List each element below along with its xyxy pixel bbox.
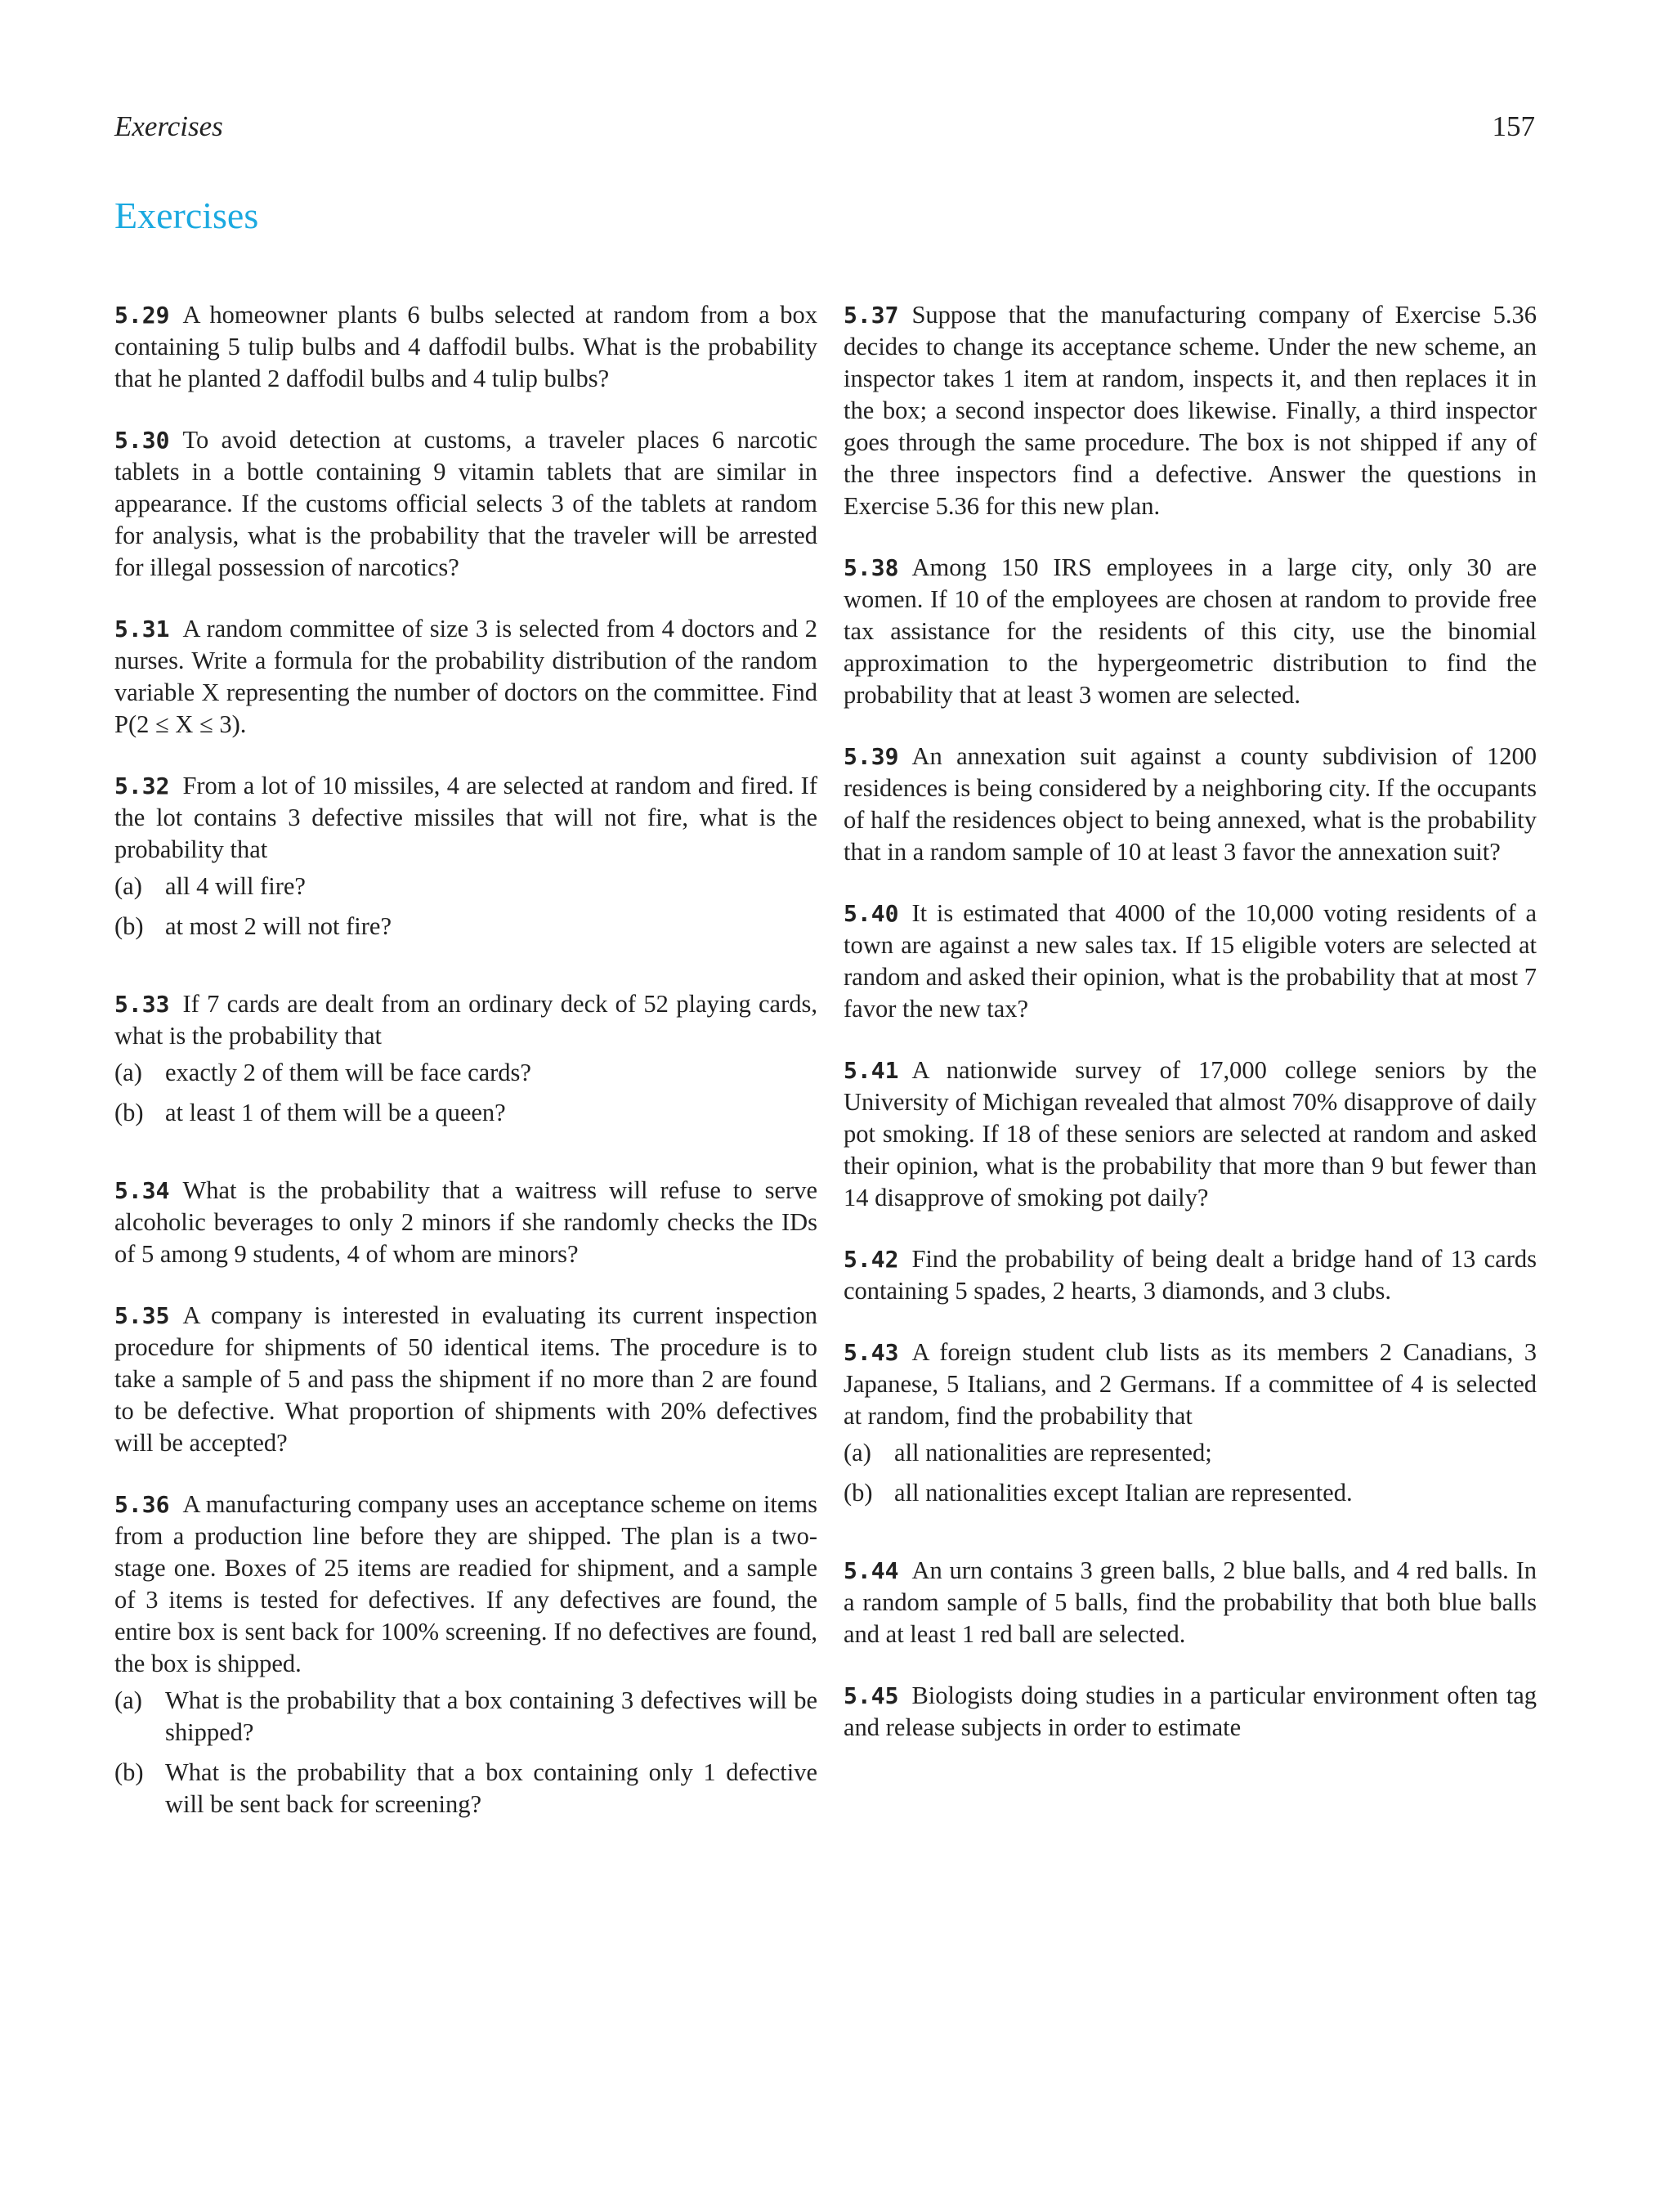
- exercise-body: [114, 770, 817, 866]
- exercise-part: [114, 1685, 817, 1749]
- exercise-5-34: [114, 1175, 817, 1270]
- exercise-number: 5.45: [844, 1682, 899, 1709]
- part-label: (a): [844, 1439, 871, 1466]
- exercise-number: 5.34: [114, 1177, 170, 1204]
- exercise-text: A random committee of size 3 is selected from 4 doctors and 2 nurses. Write a formula for the probability distribution of the random variable X representing the number of doctors on the committee. Find P(2 ≤ X ≤ 3).: [114, 615, 817, 738]
- exercise-body: [114, 613, 817, 741]
- part-label: (b): [114, 1758, 144, 1786]
- part-label: (b): [844, 1479, 873, 1507]
- exercise-text: A foreign student club lists as its members 2 Canadians, 3 Japanese, 5 Italians, and 2 Germans. If a committee of 4 is selected at random, find the probability that: [844, 1338, 1537, 1430]
- exercise-number: 5.30: [114, 427, 170, 454]
- exercise-body: [114, 424, 817, 584]
- exercise-number: 5.31: [114, 616, 170, 643]
- exercise-part: [114, 911, 817, 943]
- exercise-number: 5.29: [114, 302, 170, 329]
- exercise-5-44: [844, 1555, 1537, 1650]
- part-text: all 4 will fire?: [165, 872, 306, 900]
- exercise-text: Among 150 IRS employees in a large city, only 30 are women. If 10 of the employees are chosen at random to provide free tax assistance for the residents of this city, use the binomial approximation to the hypergeometric distribution to find the probability that at least 3 women are selected.: [844, 553, 1537, 709]
- exercise-5-43: [844, 1337, 1537, 1509]
- exercise-number: 5.33: [114, 991, 170, 1018]
- exercise-part: [844, 1437, 1537, 1469]
- exercise-number: 5.32: [114, 772, 170, 799]
- exercise-text: Suppose that the manufacturing company of Exercise 5.36 decides to change its acceptance scheme. Under the new scheme, an inspector takes 1 item at random, inspects it, and then replaces it in the box; a second inspector does likewise. Finally, a third inspector goes through the same procedure. The box is not shipped if any of the three inspectors find a defective. Answer the questions in Exercise 5.36 for this new plan.: [844, 301, 1537, 520]
- exercise-number: 5.40: [844, 900, 899, 927]
- part-label: (b): [114, 1099, 144, 1126]
- exercise-body: [114, 988, 817, 1052]
- exercise-5-40: [844, 898, 1537, 1025]
- exercise-text: What is the probability that a waitress will refuse to serve alcoholic beverages to only 2 minors if she randomly checks the IDs of 5 among 9 students, 4 of whom are minors?: [114, 1176, 817, 1268]
- exercise-body: [844, 299, 1537, 522]
- exercise-part: [114, 1057, 817, 1089]
- exercise-text: A nationwide survey of 17,000 college seniors by the University of Michigan revealed that almost 70% disapprove of daily pot smoking. If 18 of these seniors are selected at random and asked their opinion, what is the probability that more than 9 but fewer than 14 disapprove of smoking pot daily?: [844, 1056, 1537, 1211]
- exercise-5-29: [114, 299, 817, 395]
- page-header: [114, 110, 1535, 151]
- exercise-part: [114, 871, 817, 902]
- exercise-number: 5.39: [844, 743, 899, 770]
- exercise-5-45: [844, 1680, 1537, 1744]
- exercise-number: 5.38: [844, 554, 899, 581]
- exercise-body: [844, 1337, 1537, 1432]
- exercise-text: Find the probability of being dealt a bridge hand of 13 cards containing 5 spades, 2 hearts, 3 diamonds, and 3 clubs.: [844, 1245, 1537, 1305]
- exercise-number: 5.43: [844, 1339, 899, 1366]
- exercise-body: [114, 1489, 817, 1680]
- exercise-parts: [114, 1057, 817, 1129]
- exercise-text: If 7 cards are dealt from an ordinary deck of 52 playing cards, what is the probability that: [114, 990, 817, 1050]
- exercise-text: To avoid detection at customs, a traveler places 6 narcotic tablets in a bottle containing 9 vitamin tablets that are similar in appearance. If the customs official selects 3 of the tablets at random for analysis, what is the probability that the traveler will be arrested for illegal possession of narcotics?: [114, 426, 817, 581]
- exercise-body: [844, 552, 1537, 711]
- exercise-number: 5.35: [114, 1302, 170, 1329]
- part-label: (a): [114, 1686, 142, 1714]
- exercise-text: An urn contains 3 green balls, 2 blue balls, and 4 red balls. In a random sample of 5 balls, find the probability that both blue balls and at least 1 red ball are selected.: [844, 1556, 1537, 1648]
- running-title: Exercises: [114, 110, 223, 142]
- exercise-parts: [844, 1437, 1537, 1509]
- exercise-number: 5.41: [844, 1057, 899, 1084]
- part-text: at least 1 of them will be a queen?: [165, 1099, 506, 1126]
- section-title: Exercises: [114, 195, 259, 236]
- part-text: What is the probability that a box containing 3 defectives will be shipped?: [165, 1686, 817, 1746]
- exercise-5-37: [844, 299, 1537, 522]
- exercise-5-41: [844, 1055, 1537, 1214]
- exercise-body: [114, 1175, 817, 1270]
- exercise-body: [844, 741, 1537, 868]
- part-label: (b): [114, 912, 144, 940]
- exercise-5-42: [844, 1243, 1537, 1307]
- exercise-text: An annexation suit against a county subdivision of 1200 residences is being considered by a neighboring city. If the occupants of half the residences object to being annexed, what is the probability that in a random sample of 10 at least 3 favor the annexation suit?: [844, 742, 1537, 866]
- part-text: all nationalities are represented;: [894, 1439, 1212, 1466]
- exercise-5-31: [114, 613, 817, 741]
- exercise-5-38: [844, 552, 1537, 711]
- exercise-body: [844, 1243, 1537, 1307]
- part-text: What is the probability that a box containing only 1 defective will be sent back for screening?: [165, 1758, 817, 1818]
- exercise-body: [844, 1055, 1537, 1214]
- exercise-5-32: [114, 770, 817, 943]
- exercise-parts: [114, 871, 817, 943]
- exercise-parts: [114, 1685, 817, 1820]
- exercise-number: 5.37: [844, 302, 899, 329]
- exercise-text: It is estimated that 4000 of the 10,000 voting residents of a town are against a new sales tax. If 15 eligible voters are selected at random and asked their opinion, what is the probability that at most 7 favor the new tax?: [844, 899, 1537, 1023]
- exercise-part: [114, 1757, 817, 1820]
- exercise-5-33: [114, 988, 817, 1129]
- exercise-5-35: [114, 1300, 817, 1459]
- exercise-text: A company is interested in evaluating its current inspection procedure for shipments of 50 identical items. The procedure is to take a sample of 5 and pass the shipment if no more than 2 are found to be defective. What proportion of shipments with 20% defectives will be accepted?: [114, 1301, 817, 1457]
- right-column: [844, 299, 1537, 1773]
- exercise-text: A manufacturing company uses an acceptance scheme on items from a production line before they are shipped. The plan is a two-stage one. Boxes of 25 items are readied for shipment, and a sample of 3 items is tested for defectives. If any defectives are found, the entire box is sent back for 100% screening. If no defectives are found, the box is shipped.: [114, 1490, 817, 1677]
- exercise-text: Biologists doing studies in a particular environment often tag and release subjects in order to estimate: [844, 1681, 1537, 1741]
- exercise-part: [114, 1097, 817, 1129]
- exercise-body: [844, 1555, 1537, 1650]
- exercise-number: 5.42: [844, 1246, 899, 1273]
- part-text: all nationalities except Italian are represented.: [894, 1479, 1353, 1507]
- exercise-text: A homeowner plants 6 bulbs selected at random from a box containing 5 tulip bulbs and 4 daffodil bulbs. What is the probability that he planted 2 daffodil bulbs and 4 tulip bulbs?: [114, 301, 817, 392]
- exercise-body: [844, 1680, 1537, 1744]
- exercise-number: 5.44: [844, 1557, 899, 1584]
- exercise-body: [114, 1300, 817, 1459]
- exercise-part: [844, 1477, 1537, 1509]
- exercise-5-30: [114, 424, 817, 584]
- left-column: [114, 299, 817, 1866]
- page-number: 157: [1492, 110, 1535, 142]
- part-text: at most 2 will not fire?: [165, 912, 392, 940]
- exercise-5-36: [114, 1489, 817, 1820]
- exercise-body: [844, 898, 1537, 1025]
- part-label: (a): [114, 1059, 142, 1086]
- part-text: exactly 2 of them will be face cards?: [165, 1059, 531, 1086]
- exercise-body: [114, 299, 817, 395]
- exercise-text: From a lot of 10 missiles, 4 are selected at random and fired. If the lot contains 3 defective missiles that will not fire, what is the probability that: [114, 772, 817, 863]
- exercise-5-39: [844, 741, 1537, 868]
- part-label: (a): [114, 872, 142, 900]
- exercise-number: 5.36: [114, 1491, 170, 1518]
